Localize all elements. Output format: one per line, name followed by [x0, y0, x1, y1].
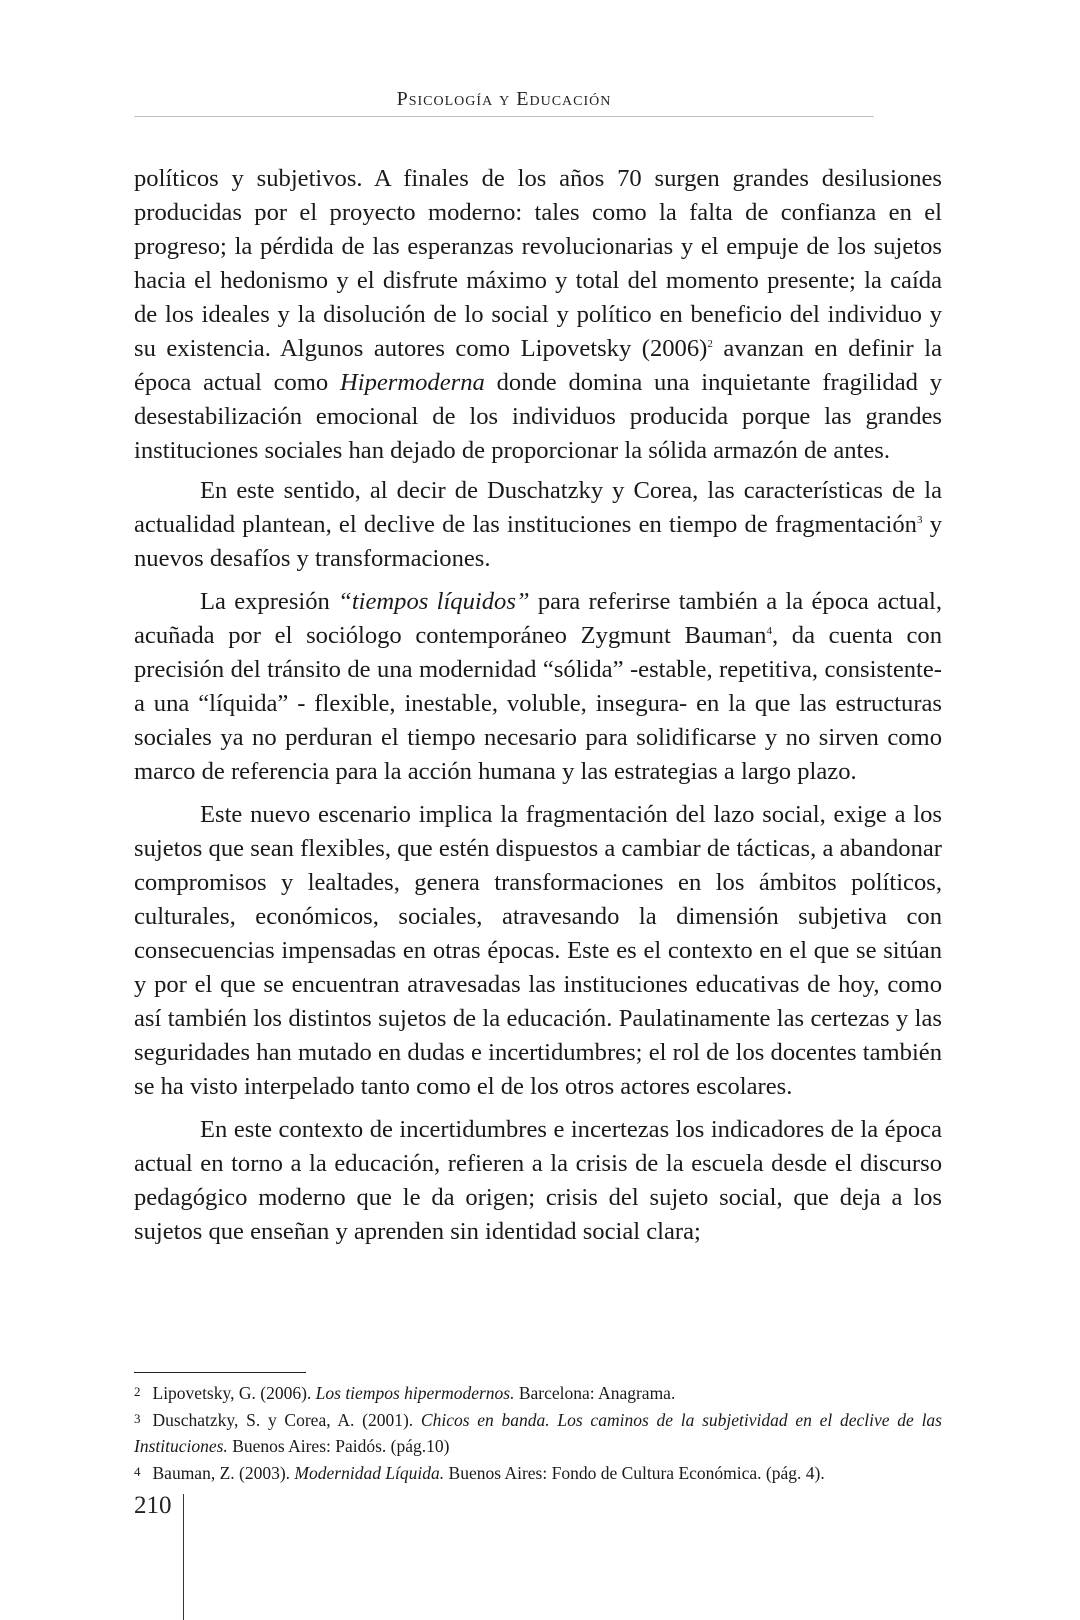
paragraph-2 [134, 474, 942, 576]
footnote-3 [134, 1406, 942, 1459]
running-header-title: Psicología y Educación [396, 88, 612, 110]
footnote-text: Buenos Aires: Paidós. (pág.10) [227, 1436, 450, 1456]
paragraph-1-text-c: donde domina una inquietante fragilidad y desestabilización emocional de los individuos producida porque las grandes instituciones sociales han dejado de proporcionar la sólida armazón de antes. [134, 369, 942, 464]
page-number-rule [183, 1494, 184, 1620]
footnote-text: Barcelona: Anagrama. [514, 1383, 676, 1403]
paragraph-3 [134, 585, 942, 789]
page-number: 210 [134, 1492, 172, 1519]
paragraph-2-text-a: En este sentido, al decir de Duschatzky y Corea, las características de la actualidad plantean, el declive de las instituciones en tiempo de fragmentación [134, 477, 942, 538]
paragraph-3-text-b: para referirse también a la época actual, acuñada por el sociólogo contemporáneo Zygmunt Bauman [134, 588, 942, 649]
footnote-text: Duschatzky, S. y Corea, A. (2001). [152, 1410, 421, 1430]
footnote-number: 4 [134, 1464, 141, 1479]
footnote-title: Modernidad Líquida. [294, 1463, 445, 1483]
footnote-2 [134, 1379, 942, 1406]
paragraph-3-text-a: La expresión [200, 588, 339, 615]
footnote-ref-2[interactable]: 2 [707, 337, 713, 350]
footnote-title: Chicos en banda. Los caminos de la subjetividad en el declive de las Instituciones. [134, 1410, 942, 1456]
footnote-title: Los tiempos hipermodernos. [315, 1383, 515, 1403]
footnote-ref-3[interactable]: 3 [916, 513, 923, 526]
paragraph-3-italic: “tiempos líquidos” [338, 588, 530, 615]
paragraph-3-text-c: , da cuenta con precisión del tránsito de una modernidad “sólida” -estable, repetitiva, consistente- a una “líquida” - flexible, inestable, voluble, insegura- en la que las estructuras sociales ya no perduran el tiempo necesario para solidificarse y no sirven como marco de referencia para la acción humana y las estrategias a largo plazo. [134, 622, 942, 785]
footnotes [134, 1379, 942, 1486]
paragraph-5: En este contexto de incertidumbres e incertezas los indicadores de la época actual en torno a la educación, refieren a la crisis de la escuela desde el discurso pedagógico moderno que le da origen; crisis del sujeto social, que deja a los sujetos que enseñan y aprenden sin identidad social clara; [134, 1116, 942, 1245]
footnote-rule [134, 1372, 306, 1373]
paragraph-1-text-b: avanzan en definir la época actual como [134, 335, 942, 396]
footnote-number: 2 [134, 1384, 141, 1399]
paragraph-1 [134, 162, 942, 468]
footnote-text: Buenos Aires: Fondo de Cultura Económica. (pág. 4). [444, 1463, 825, 1483]
footnote-ref-4[interactable]: 4 [766, 624, 772, 637]
footnote-text: Bauman, Z. (2003). [152, 1463, 295, 1483]
paragraph-4: Este nuevo escenario implica la fragmentación del lazo social, exige a los sujetos que sean flexibles, que estén dispuestos a cambiar de tácticas, a abandonar compromisos y lealtades, genera transformaciones en los ámbitos políticos, culturales, económicos, sociales, atravesando la dimensión subjetiva con consecuencias impensadas en otras épocas. Este es el contexto en el que se sitúan y por el que se encuentran atravesadas las instituciones educativas de hoy, como así también los distintos sujetos de la educación. Paulatinamente las certezas y las seguridades han mutado en dudas e incertidumbres; el rol de los docentes también se ha visto interpelado tanto como el de los otros actores escolares. [134, 801, 942, 1100]
footnote-4 [134, 1459, 942, 1486]
footnote-text: Lipovetsky, G. (2006). [152, 1383, 316, 1403]
header-rule [134, 116, 874, 117]
paragraph-2-text-b: y nuevos desafíos y transformaciones. [134, 511, 942, 572]
paragraph-1-text-a: políticos y subjetivos. A finales de los años 70 surgen grandes desilusiones producidas por el proyecto moderno: tales como la falta de confianza en el progreso; la pérdida de las esperanzas revolucionarias y el empuje de los sujetos hacia el hedonismo y el disfrute máximo y total del momento presente; la caída de los ideales y la disolución de lo social y político en beneficio del individuo y su existencia. Algunos autores como Lipovetsky (2006) [134, 165, 942, 362]
body-text [134, 162, 942, 1258]
paragraph-1-italic: Hipermoderna [340, 369, 485, 396]
footnote-number: 3 [134, 1411, 141, 1426]
